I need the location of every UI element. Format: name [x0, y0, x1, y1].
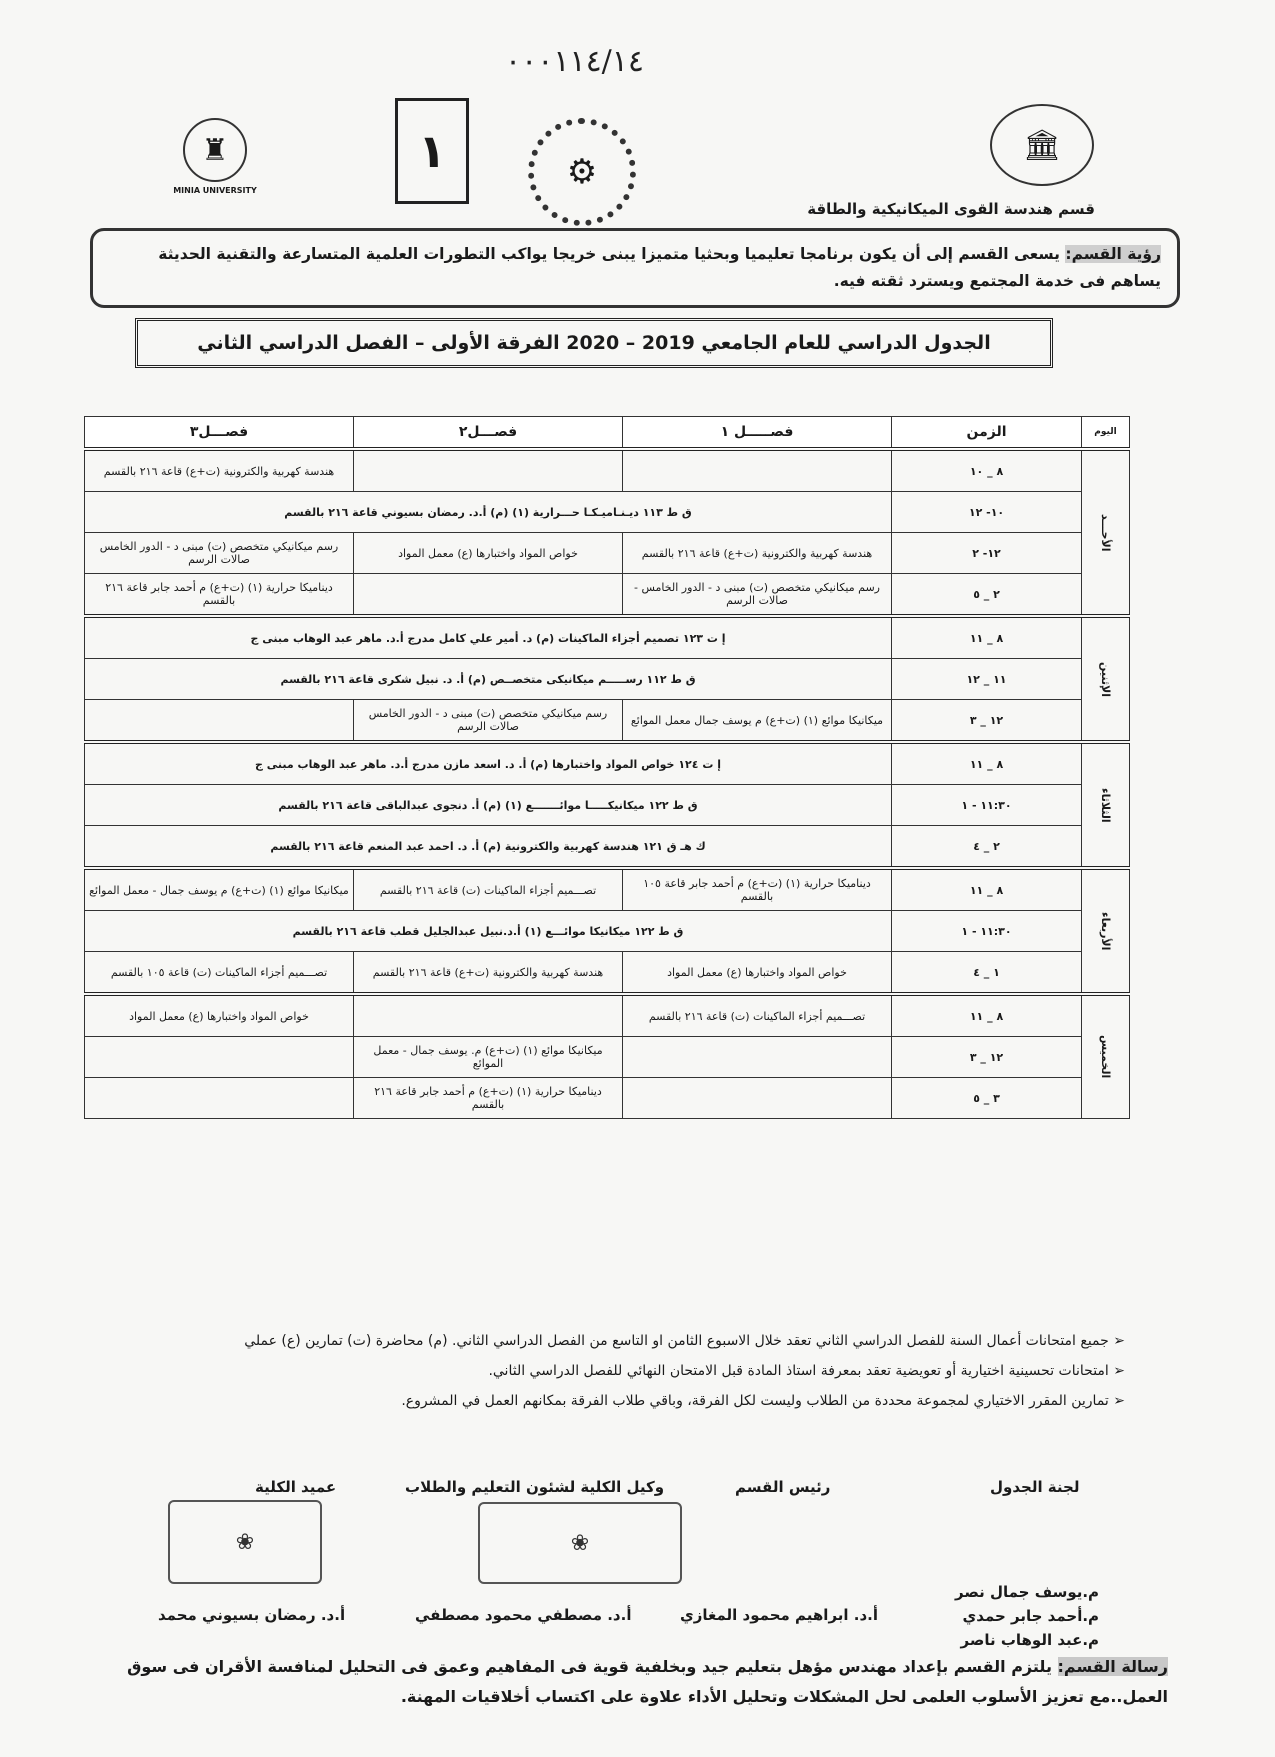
table-row — [85, 700, 1130, 743]
time-cell: ١٢ _ ٣ — [892, 1037, 1082, 1078]
vision-box — [90, 228, 1180, 308]
time-cell: ١١ _ ١٢ — [892, 659, 1082, 700]
table-row — [85, 742, 1130, 785]
section-2-cell — [354, 449, 623, 492]
section-1-cell — [623, 449, 892, 492]
section-3-cell — [85, 1037, 354, 1078]
day-cell: الأحـــد — [1082, 449, 1130, 616]
time-cell: ٢ _ ٥ — [892, 574, 1082, 617]
mission-statement — [78, 1652, 1168, 1712]
note-item: ➢ جميع امتحانات أعمال السنة للفصل الدراسي الثاني تعقد خلال الاسبوع الثامن او التاسع من الفصل الدراسي الثاني. (م) محاضرة (ت) تمارين (ع) عملي — [244, 1333, 1125, 1349]
section-1-cell — [623, 1078, 892, 1119]
table-row — [85, 1037, 1130, 1078]
time-cell: ١٠- ١٢ — [892, 492, 1082, 533]
handwritten-reference: ٠٠٠١١٤/١٤ — [505, 44, 645, 79]
notes-list — [125, 1326, 1125, 1416]
time-cell: ٨ _ ١١ — [892, 616, 1082, 659]
mission-text: يلتزم القسم بإعداد مهندس مؤهل بتعليم جيد وبخلفية قوية فى المفاهيم وعمق فى التحليل لمنافسة الأقران فى سوق العمل..مع تعزيز الأسلوب العلمى لحل المشكلات وتحليل الأداء علاوة على اكتساب أخلاقيات المهنة. — [127, 1657, 1168, 1706]
gear-emblem-icon: ⚙ — [528, 118, 636, 226]
vice-name: أ.د. مصطفي محمود مصطفي — [415, 1606, 632, 1624]
section-2-cell — [354, 994, 623, 1037]
section-1-cell — [623, 1037, 892, 1078]
section-3-cell: ديناميكا حرارية (١) (ت+ع) م أحمد جابر قاعة ٢١٦ بالقسم — [85, 574, 354, 617]
time-cell: ١٢ _ ٣ — [892, 700, 1082, 743]
time-cell: ٨ _ ١١ — [892, 994, 1082, 1037]
department-name: قسم هندسة القوى الميكانيكية والطاقة — [807, 200, 1095, 218]
section-1-cell: ديناميكا حرارية (١) (ت+ع) م أحمد جابر قاعة ١٠٥ بالقسم — [623, 868, 892, 911]
lecture-cell: ق ط ١١٢ رســـــم ميكانيكى متخصــص (م) أ. د. نبيل شكرى قاعة ٢١٦ بالقسم — [85, 659, 892, 700]
table-row — [85, 659, 1130, 700]
table-row — [85, 616, 1130, 659]
committee-name: م.أحمد جابر حمدي — [962, 1607, 1100, 1625]
vice-title: وكيل الكلية لشئون التعليم والطلاب — [405, 1478, 665, 1496]
header-section-1: فصـــــل ١ — [623, 417, 892, 450]
time-cell: ٨ _ ١١ — [892, 868, 1082, 911]
table-row — [85, 994, 1130, 1037]
vision-text: يسعى القسم إلى أن يكون برنامجا تعليميا وبحثيا متميزا يبنى خريجا يواكب التطورات العلمية المتسارعة والتقنية الحديثة يساهم فى خدمة المجتمع ويسترد ثقته فيه. — [158, 245, 1161, 290]
section-3-cell: خواص المواد واختبارها (ع) معمل المواد — [85, 994, 354, 1037]
section-3-cell — [85, 1078, 354, 1119]
head-title: رئيس القسم — [735, 1478, 831, 1496]
committee-names — [955, 1580, 1099, 1652]
university-name: MINIA UNIVERSITY — [173, 186, 257, 195]
mission-label: رسالة القسم: — [1057, 1657, 1168, 1676]
note-item: ➢ امتحانات تحسينية اختيارية أو تعويضية تعقد بمعرفة استاذ المادة قبل الامتحان النهائي للفصل الدراسي الثاني. — [488, 1363, 1125, 1379]
head-name: أ.د. ابراهيم محمود المغازي — [680, 1606, 879, 1624]
section-2-cell — [354, 574, 623, 617]
day-cell: الأربعاء — [1082, 868, 1130, 994]
table-row — [85, 1078, 1130, 1119]
header-day: اليوم — [1082, 417, 1130, 450]
table-header-row — [85, 417, 1130, 450]
table-row — [85, 868, 1130, 911]
faculty-emblem-icon: 🏛 — [990, 104, 1094, 186]
lecture-cell: ق ط ١٢٢ ميكانيكا موائـــع (١) أ.د.نبيل عبدالجليل قطب قاعة ٢١٦ بالقسم — [85, 911, 892, 952]
time-cell: ١١:٣٠ - ١ — [892, 911, 1082, 952]
schedule-table — [84, 416, 1130, 1119]
committee-title: لجنة الجدول — [990, 1478, 1080, 1496]
lecture-cell: إ ت ١٢٤ خواص المواد واختبارها (م) أ. د. اسعد مازن مدرج أ.د. ماهر عبد الوهاب مبنى ج — [85, 742, 892, 785]
day-cell: الخميس — [1082, 994, 1130, 1119]
university-logo — [165, 118, 265, 195]
page-number-box — [395, 98, 469, 204]
section-2-cell: خواص المواد واختبارها (ع) معمل المواد — [354, 533, 623, 574]
page-title: الجدول الدراسي للعام الجامعي 2019 – 2020 الفرقة الأولى – الفصل الدراسي الثاني — [135, 318, 1053, 368]
table-row — [85, 574, 1130, 617]
committee-name: م.عبد الوهاب ناصر — [960, 1631, 1100, 1649]
vision-label: رؤية القسم: — [1065, 245, 1161, 263]
vice-stamp: ❀ — [478, 1502, 682, 1584]
table-row — [85, 785, 1130, 826]
table-row — [85, 952, 1130, 995]
header-section-3: فصـــل٣ — [85, 417, 354, 450]
section-2-cell: ميكانيكا موائع (١) (ت+ع) م. يوسف جمال - معمل الموائع — [354, 1037, 623, 1078]
table-row — [85, 826, 1130, 869]
day-cell: الثلاثاء — [1082, 742, 1130, 868]
section-1-cell: تصـــميم أجزاء الماكينات (ت) قاعة ٢١٦ بالقسم — [623, 994, 892, 1037]
section-3-cell: تصـــميم أجزاء الماكينات (ت) قاعة ١٠٥ بالقسم — [85, 952, 354, 995]
header-section-2: فصـــل٢ — [354, 417, 623, 450]
section-3-cell: ميكانيكا موائع (١) (ت+ع) م يوسف جمال - معمل الموائع — [85, 868, 354, 911]
section-2-cell: هندسة كهربية والكترونية (ت+ع) قاعة ٢١٦ بالقسم — [354, 952, 623, 995]
committee-name: م.يوسف جمال نصر — [955, 1583, 1100, 1601]
lecture-cell: إ ت ١٢٣ تصميم أجزاء الماكينات (م) د. أمير علي كامل مدرج أ.د. ماهر عبد الوهاب مبنى ج — [85, 616, 892, 659]
section-2-cell: ديناميكا حرارية (١) (ت+ع) م أحمد جابر قاعة ٢١٦ بالقسم — [354, 1078, 623, 1119]
note-item: ➢ تمارين المقرر الاختياري لمجموعة محددة من الطلاب وليست لكل الفرقة، وباقي طلاب الفرقة بمكانهم العمل في المشروع. — [401, 1393, 1125, 1409]
lecture-cell: ق ط ١٢٢ ميكانيكـــــا موائـــــــع (١) (م) أ. دنجوى عبدالباقى قاعة ٢١٦ بالقسم — [85, 785, 892, 826]
section-2-cell: رسم ميكانيكي متخصص (ت) مبنى د - الدور الخامس صالات الرسم — [354, 700, 623, 743]
time-cell: ١٢- ٢ — [892, 533, 1082, 574]
section-1-cell: هندسة كهربية والكترونية (ت+ع) قاعة ٢١٦ بالقسم — [623, 533, 892, 574]
university-emblem-icon: ♜ — [183, 118, 247, 182]
section-3-cell: هندسة كهربية والكترونية (ت+ع) قاعة ٢١٦ بالقسم — [85, 449, 354, 492]
day-cell: الإثنين — [1082, 616, 1130, 742]
section-2-cell: تصـــميم أجزاء الماكينات (ت) قاعة ٢١٦ بالقسم — [354, 868, 623, 911]
section-3-cell — [85, 700, 354, 743]
table-row — [85, 533, 1130, 574]
time-cell: ٨ _ ١٠ — [892, 449, 1082, 492]
page-number: ١ — [417, 124, 447, 178]
header-time: الزمن — [892, 417, 1082, 450]
table-row — [85, 911, 1130, 952]
dean-name: أ.د. رمضان بسيوني محمد — [158, 1606, 346, 1624]
table-row — [85, 492, 1130, 533]
dean-title: عميد الكلية — [255, 1478, 337, 1496]
time-cell: ١ _ ٤ — [892, 952, 1082, 995]
table-row — [85, 449, 1130, 492]
section-3-cell: رسم ميكانيكي متخصص (ت) مبنى د - الدور الخامس صالات الرسم — [85, 533, 354, 574]
section-1-cell: خواص المواد واختبارها (ع) معمل المواد — [623, 952, 892, 995]
lecture-cell: ق ط ١١٣ ديـنـاميـكـا حـــرارية (١) (م) أ.د. رمضان بسيوني قاعة ٢١٦ بالقسم — [85, 492, 892, 533]
time-cell: ٣ _ ٥ — [892, 1078, 1082, 1119]
section-1-cell: ميكانيكا موائع (١) (ت+ع) م يوسف جمال معمل الموائع — [623, 700, 892, 743]
time-cell: ٨ _ ١١ — [892, 742, 1082, 785]
time-cell: ١١:٣٠ - ١ — [892, 785, 1082, 826]
section-1-cell: رسم ميكانيكي متخصص (ت) مبنى د - الدور الخامس - صالات الرسم — [623, 574, 892, 617]
time-cell: ٢ _ ٤ — [892, 826, 1082, 869]
dean-stamp: ❀ — [168, 1500, 322, 1584]
lecture-cell: ك هـ ق ١٢١ هندسة كهربية والكترونية (م) أ. د. احمد عبد المنعم قاعة ٢١٦ بالقسم — [85, 826, 892, 869]
